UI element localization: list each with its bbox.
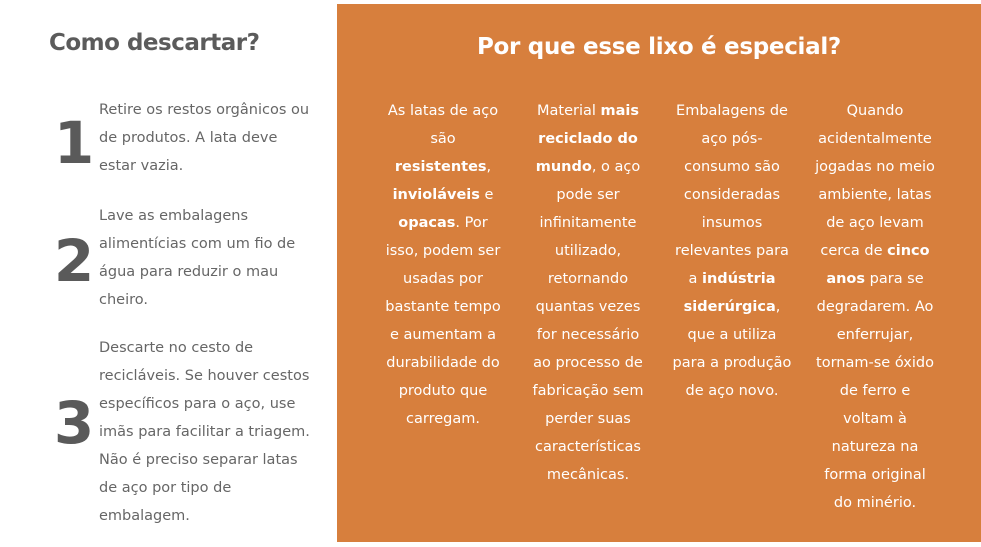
reason-3-bold-a: indústria siderúrgica — [683, 271, 776, 315]
reason-column-3 — [671, 97, 793, 405]
step-1-number: 1 — [53, 109, 95, 177]
reason-4-text-a: Quando acidentalmente jogadas no meio ambiente, latas de aço levam cerca de — [815, 103, 935, 259]
reason-4-text-b: para se degradarem. Ao enferrujar, tornam-se óxido de ferro e voltam à natureza na forma original do minério. — [816, 271, 934, 511]
special-waste-title: Por que esse lixo é especial? — [477, 34, 841, 60]
reason-1-text-d: . Por isso, podem ser usadas por bastante tempo e aumentam a durabilidade do produto que carregam. — [385, 215, 501, 427]
disposal-section — [0, 0, 337, 547]
reason-1-bold-c: opacas — [398, 215, 456, 231]
reason-2-bold-a: mais reciclado do mundo — [535, 103, 639, 175]
step-3-text: Descarte no cesto de recicláveis. Se houver cestos específicos para o aço, use imãs para facilitar a triagem. Não é preciso separar latas de aço por tipo de embalagem. — [99, 340, 310, 524]
reason-2-text-b: , o aço pode ser infinitamente utilizado, retornando quantas vezes for necessário ao processo de fabricação sem perder suas características mecânicas. — [532, 159, 644, 483]
step-3-number: 3 — [53, 389, 95, 457]
step-2-text: Lave as embalagens alimentícias com um fio de água para reduzir o mau cheiro. — [99, 208, 296, 308]
reason-2-text-a: Material — [536, 103, 601, 119]
reason-3-text-b: , que a utiliza para a produção de aço novo. — [672, 299, 792, 399]
reason-3-text-a: Embalagens de aço pós-consumo são consideradas insumos relevantes para a — [675, 103, 789, 287]
reason-4-bold-a: cinco anos — [826, 243, 930, 287]
special-waste-panel — [337, 4, 981, 542]
reason-column-4 — [815, 97, 935, 517]
disposal-title: Como descartar? — [49, 30, 260, 56]
step-2-number: 2 — [53, 227, 95, 295]
reason-column-2 — [526, 97, 650, 489]
reason-1-text-a: As latas de aço são — [387, 103, 499, 147]
reason-1-text-b: , — [486, 159, 492, 175]
reason-column-1 — [382, 97, 504, 433]
reason-1-bold-a: resistentes — [394, 159, 487, 175]
reason-1-text-c: e — [479, 187, 494, 203]
step-1-text: Retire os restos orgânicos ou de produtos. A lata deve estar vazia. — [99, 102, 310, 174]
reason-1-bold-b: invioláveis — [392, 187, 480, 203]
